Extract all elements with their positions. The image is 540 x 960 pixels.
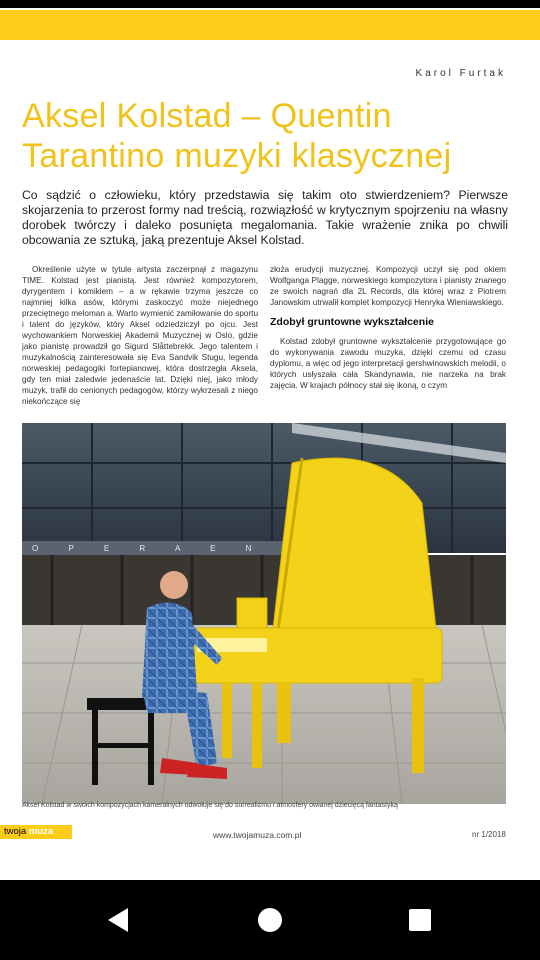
photo-illustration: [22, 423, 506, 804]
magazine-page[interactable]: [0, 8, 540, 880]
home-icon: [256, 906, 284, 934]
home-button[interactable]: [252, 902, 288, 938]
magazine-brand: [0, 825, 72, 839]
body-paragraph: Kolstad zdobył gruntowne wykształcenie przygotowujące go do wykonywania zawodu muzyka, dzięki czemu od czasu dyplomu, a więc od jego interpretacji gershwinowskich melodii, o których usłyszała cała Skandynawia, nie narzeka na brak zajęcia. W krajach północy stał się ikoną, o czym: [270, 337, 506, 390]
brand-part: twoja: [4, 826, 27, 837]
header-yellow-band: [0, 10, 540, 40]
recents-icon: [406, 906, 434, 934]
pianist-torso: [142, 603, 197, 698]
issue-number: nr 1/2018: [472, 830, 506, 839]
opera-sign: O P E R A E N: [32, 544, 266, 553]
back-button[interactable]: [100, 902, 136, 938]
piano-leg: [222, 683, 232, 758]
section-subheading: Zdobył gruntowne wykształcenie: [270, 316, 434, 328]
piano-body: [192, 628, 442, 683]
body-column-right: [270, 264, 506, 391]
piano-leg: [252, 683, 262, 768]
back-icon: [104, 906, 132, 934]
status-bar: [0, 0, 540, 8]
body-paragraph: Określenie użyte w tytule artysta zaczerpnął z magazynu TIME. Kolstad jest pianistą. Jest również kompozytorem, dyrygentem i komikiem – a w rękawie trzyma jeszcze co najmniej kilka asów, którymi zaskoczyć może niejednego przeciętnego meloman a. Warto wymienić zamiłowanie do sportu i talent do języków, który Aksel odziedziczył po ojcu. Jest wychowankiem Norweskiej Akademii Muzycznej w Oslo, gdzie jako pianistę prowadził go Sigurd Slåttebrekk. Jego talentem i muzykalnością zainteresowała się Eva Sandvik Stugu, legenda norweskiej pedagogiki fortepianowej, która dostrzegła Aksela, gdy ten miał zaledwie jedenaście lat. Dzięki niej, jako młody muzyk, trafił do cenionych pedagogów, którzy wykrzesali z niego niekończące się: [22, 265, 258, 406]
body-paragraph: złoża erudycji muzycznej. Kompozycji uczył się pod okiem Wolfganga Plagge, norweskiego kompozytora i pianisty znanego ze swoich nagrań dla 2L Records, dla której wraz z Piotrem Janowskim utrwalił komplet kompozycji Henryka Wieniawskiego.: [270, 265, 506, 307]
android-nav-bar: [0, 880, 540, 960]
article-title: Aksel Kolstad – Quentin Tarantino muzyki klasycznej: [22, 97, 452, 175]
photo-caption: Aksel Kolstad w swoich kompozycjach kameralnych odwołuje się do surrealizmu i atmosfery owianej dziecięcą fantastyką: [22, 802, 398, 809]
piano-pedal-lyre: [277, 683, 291, 743]
article-lead: Co sądzić o człowieku, który przedstawia się takim oto stwierdzeniem? Pierwsze skojarzenia to przerost formy nad treścią, rozwiązłość w krytycznym spojrzeniu na własny dorobek twórczy i daleko posunięta megalomania. Takie wrażenie znika po chwili obcowania ze sztuką, jaką prezentuje Aksel Kolstad.: [22, 188, 508, 247]
magazine-url: www.twojamuza.com.pl: [213, 830, 302, 840]
piano-leg: [412, 678, 424, 773]
body-column-left: [22, 264, 258, 407]
article-photo: [22, 423, 506, 804]
glass-facade: [22, 423, 506, 553]
pianist-head: [160, 571, 188, 599]
recents-button[interactable]: [402, 902, 438, 938]
brand-part: muza: [28, 826, 54, 837]
music-stand: [237, 598, 267, 628]
author-name: Karol Furtak: [415, 68, 506, 79]
